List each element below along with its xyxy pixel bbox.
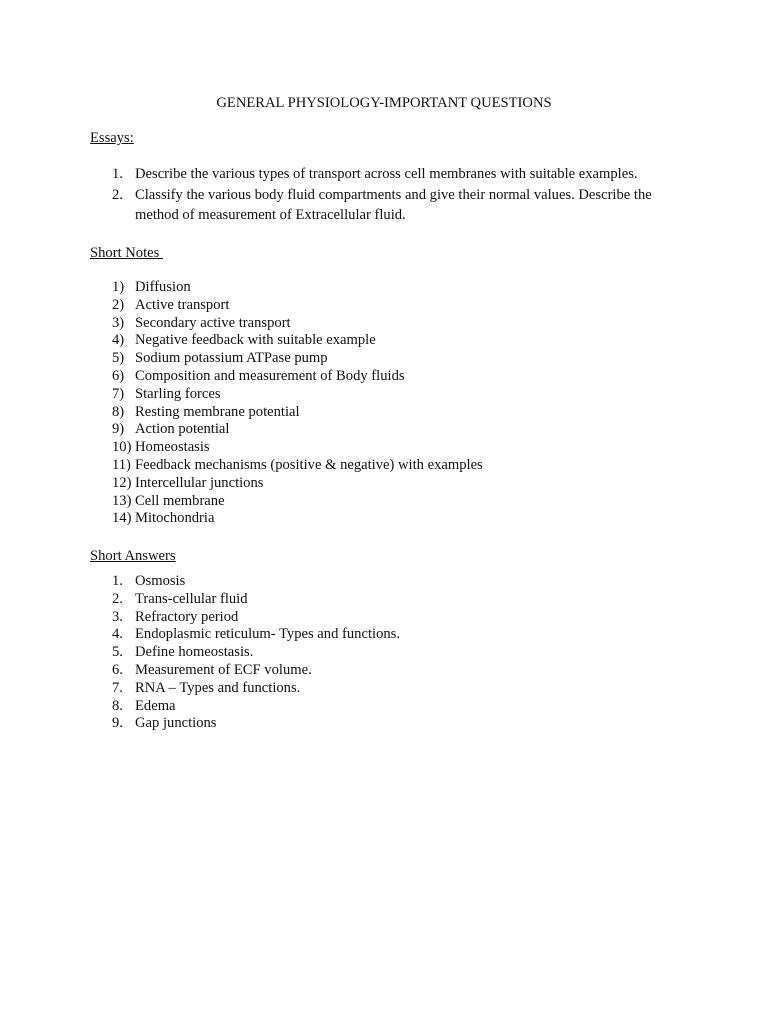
list-item <box>0 715 675 733</box>
item-text: Cell membrane <box>135 492 225 509</box>
item-number: 3. <box>112 608 123 625</box>
page-title: GENERAL PHYSIOLOGY-IMPORTANT QUESTIONS <box>216 95 552 111</box>
item-number: 14) <box>112 510 132 527</box>
item-text: Composition and measurement of Body fluids <box>135 367 405 384</box>
item-text: Starling forces <box>135 385 221 402</box>
list-item <box>0 609 675 627</box>
item-number: 6. <box>112 661 123 678</box>
item-number: 7. <box>112 679 123 696</box>
list-item <box>0 368 675 386</box>
item-text: Diffusion <box>135 279 191 295</box>
item-text: Feedback mechanisms (positive & negative) with examples <box>135 456 483 473</box>
item-number: 2. <box>112 186 123 203</box>
list-item <box>0 644 675 662</box>
list-item <box>0 350 675 368</box>
item-number: 7) <box>112 385 125 402</box>
item-text: Resting membrane potential <box>135 403 300 420</box>
short-notes-heading: Short Notes <box>90 245 163 261</box>
item-number: 9. <box>112 715 123 732</box>
item-text: Define homeostasis. <box>135 644 254 661</box>
item-number: 10) <box>112 439 132 456</box>
item-text: Action potential <box>135 421 230 438</box>
list-item <box>0 573 675 591</box>
essays-list <box>0 164 768 226</box>
item-text: Classify the various body fluid compartments and give their normal values. Describe the method of measurement of Extracellular fluid. <box>135 186 652 223</box>
short-notes-list <box>0 279 768 528</box>
item-number: 1. <box>112 573 123 589</box>
item-number: 5. <box>112 644 123 661</box>
list-item <box>0 626 675 644</box>
list-item <box>0 698 675 716</box>
short-answers-heading: Short Answers <box>90 548 176 564</box>
item-number: 12) <box>112 474 132 491</box>
item-number: 8. <box>112 697 123 714</box>
item-number: 9) <box>112 421 125 438</box>
list-item <box>0 591 675 609</box>
item-number: 1. <box>112 166 123 182</box>
list-item <box>0 421 675 439</box>
item-text: Homeostasis <box>135 439 210 456</box>
list-item <box>0 332 675 350</box>
item-number: 2. <box>112 590 123 607</box>
item-number: 1) <box>112 279 125 295</box>
list-item <box>0 386 675 404</box>
list-item <box>0 185 675 226</box>
item-number: 2) <box>112 296 125 313</box>
item-text: Active transport <box>135 296 230 313</box>
item-text: Gap junctions <box>135 715 217 732</box>
item-number: 4. <box>112 626 123 643</box>
item-text: RNA – Types and functions. <box>135 679 301 696</box>
item-number: 3) <box>112 314 125 331</box>
item-text: Intercellular junctions <box>135 474 264 491</box>
item-text: Refractory period <box>135 608 239 625</box>
item-text: Negative feedback with suitable example <box>135 332 376 349</box>
item-number: 5) <box>112 350 125 367</box>
item-number: 11) <box>112 456 131 473</box>
list-item <box>0 457 675 475</box>
item-number: 4) <box>112 332 125 349</box>
list-item <box>0 439 675 457</box>
item-text: Mitochondria <box>135 510 215 527</box>
list-item <box>0 404 675 422</box>
item-number: 6) <box>112 367 125 384</box>
essays-heading: Essays: <box>90 130 134 146</box>
item-number: 13) <box>112 492 132 509</box>
item-number: 8) <box>112 403 125 420</box>
item-text: Osmosis <box>135 573 186 589</box>
list-item <box>0 662 675 680</box>
short-answers-list <box>0 573 768 733</box>
list-item <box>0 164 675 185</box>
list-item <box>0 279 675 297</box>
list-item <box>0 315 675 333</box>
list-item <box>0 475 675 493</box>
list-item <box>0 297 675 315</box>
list-item <box>0 493 675 511</box>
item-text: Sodium potassium ATPase pump <box>135 350 328 367</box>
item-text: Describe the various types of transport across cell membranes with suitable examples. <box>135 166 638 182</box>
item-text: Measurement of ECF volume. <box>135 661 312 678</box>
list-item <box>0 510 675 528</box>
list-item <box>0 680 675 698</box>
item-text: Secondary active transport <box>135 314 291 331</box>
item-text: Edema <box>135 697 176 714</box>
item-text: Trans-cellular fluid <box>135 590 248 607</box>
item-text: Endoplasmic reticulum- Types and functions. <box>135 626 400 643</box>
